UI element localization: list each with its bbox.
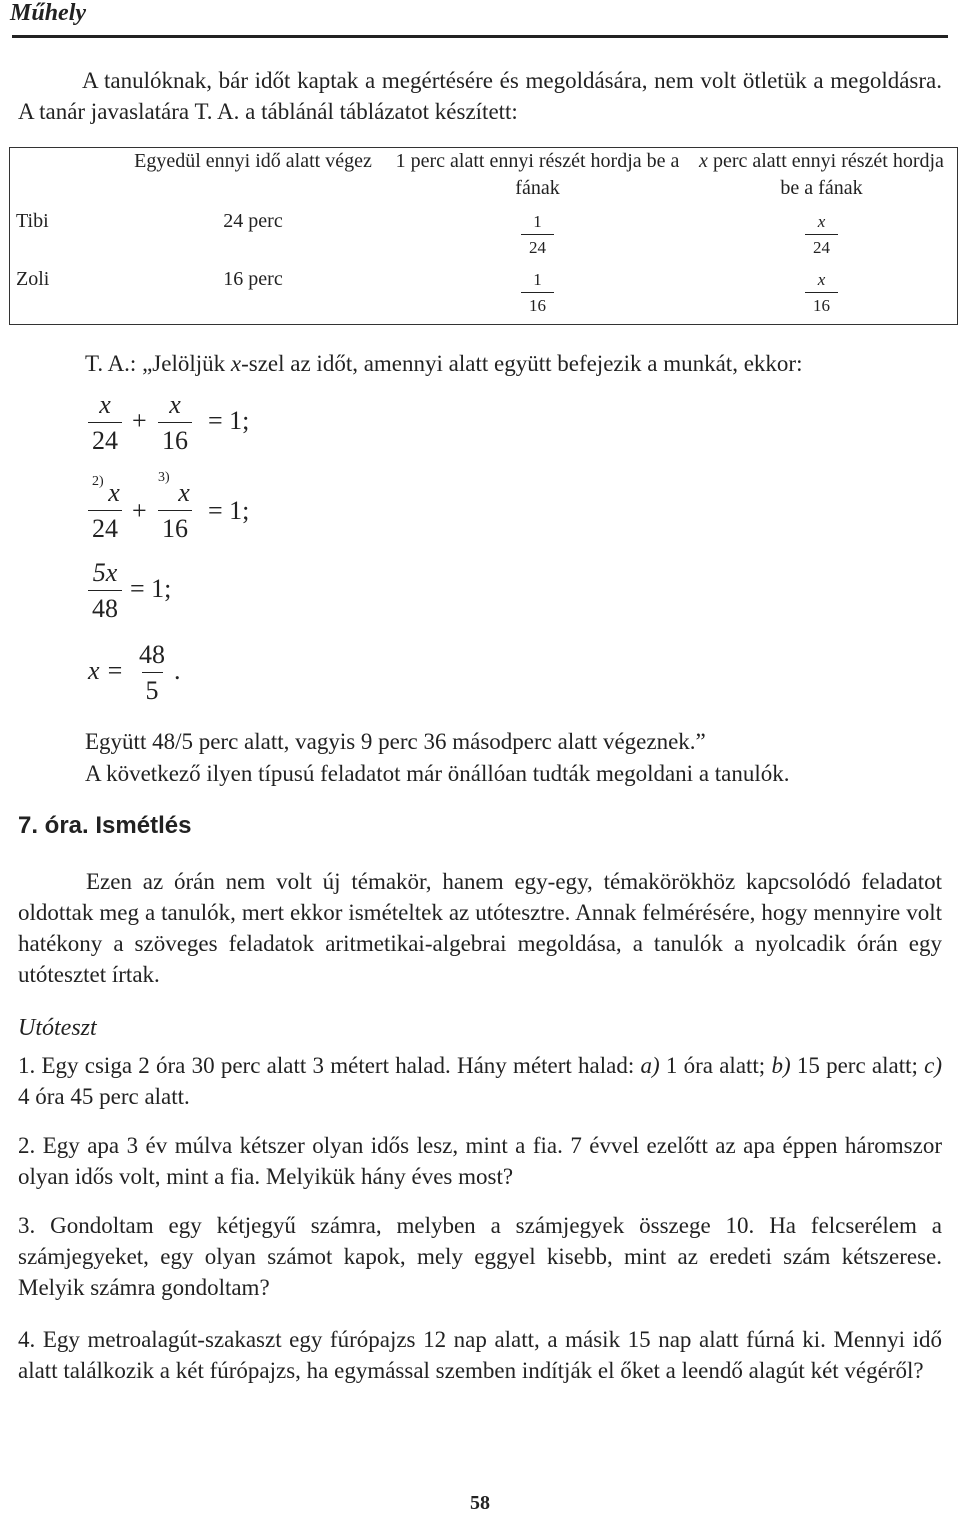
row-fraction-2: $\frac{x}{16}$ [686, 266, 957, 324]
problem-1: 1. Egy csiga 2 óra 30 perc alatt 3 métert halad. Hány métert halad: a) 1 óra alatt; b) 15 perc alatt; c) 4 óra 45 perc alatt. [18, 1053, 942, 1109]
next-line: A következő ilyen típusú feladatot már önállóan tudták megoldani a tanulók. [85, 761, 790, 786]
section-title: 7. óra. Ismétlés [18, 812, 192, 839]
subhead-utoteszt: Utóteszt [18, 1015, 97, 1041]
row-name: Zoli [16, 268, 50, 290]
equation-4: x = 48 5 . [88, 638, 228, 718]
result-line: Együtt 48/5 perc alatt, vagyis 9 perc 36 másodperc alatt végeznek.” [85, 729, 706, 754]
table-row [10, 208, 957, 266]
row-name: Tibi [16, 210, 49, 232]
table-header-row [10, 148, 957, 208]
table-row [10, 266, 957, 324]
header-title: Műhely [10, 0, 87, 26]
table-header-1: Egyedül ennyi idő alatt végez [134, 150, 372, 172]
problem-3: 3. Gondoltam egy kétjegyű számra, melyben a számjegyek összege 10. Ha felcserélem a számjegyeket, egy olyan számot kapok, mely eggyel kisebb, mint az eredeti szám kétszerese. Melyik számra gondoltam? [18, 1213, 942, 1300]
row-fraction-1: $\frac{1}{24}$ [389, 208, 686, 266]
header-rule [12, 35, 948, 38]
row-fraction-2: $\frac{x}{24}$ [686, 208, 957, 266]
equation-3: 5x 48 = 1; [84, 556, 224, 636]
page-number: 58 [470, 1492, 490, 1514]
data-table [10, 148, 957, 324]
section-paragraph: Ezen az órán nem volt új témakör, hanem egy-egy, témakörökhöz kapcsolódó feladatot oldottak meg a tanulók, mert ekkor ismételtek az utótesztre. Annak felmérésére, hogy mennyire volt hatékony a szöveges feladatok aritmetikai-algebrai megoldása, a tanulók a nyolcadik órán egy utótesztet írtak. [18, 869, 942, 987]
table-header-3: x perc alatt ennyi részét hordja be a fának [699, 150, 944, 199]
intro-paragraph: A tanulóknak, bár időt kaptak a megértésére és megoldására, nem volt ötletük a megoldásra. A tanár javaslatára T. A. a táblánál táblázatot készített: [18, 68, 942, 124]
equation-2: 2) x 24 + 3) x 16 = 1; [80, 476, 280, 556]
row-time: 16 perc [223, 268, 283, 290]
problem-4: 4. Egy metroalagút-szakaszt egy fúrópajzs 12 nap alatt, a másik 15 nap alatt fúrná ki. Mennyi idő alatt találkozik a két fúrópajzs, ha egymással szemben indítják el őket a leendő alagút két végéről? [18, 1327, 942, 1383]
row-fraction-1: $\frac{1}{16}$ [389, 266, 686, 324]
equation-1: x 24 + x 16 = 1; [80, 388, 280, 468]
problem-2: 2. Egy apa 3 év múlva kétszer olyan idős lesz, mint a fia. 7 évvel ezelőtt az apa éppen háromszor olyan idős volt, mint a fia. Melyikük hány éves most? [18, 1133, 942, 1189]
ta-line: T. A.: „Jelöljük x-szel az időt, amennyi alatt együtt befejezik a munkát, ekkor: [85, 351, 803, 376]
table-header-2: 1 perc alatt ennyi részét hordja be a fának [395, 150, 680, 199]
row-time: 24 perc [223, 210, 283, 232]
